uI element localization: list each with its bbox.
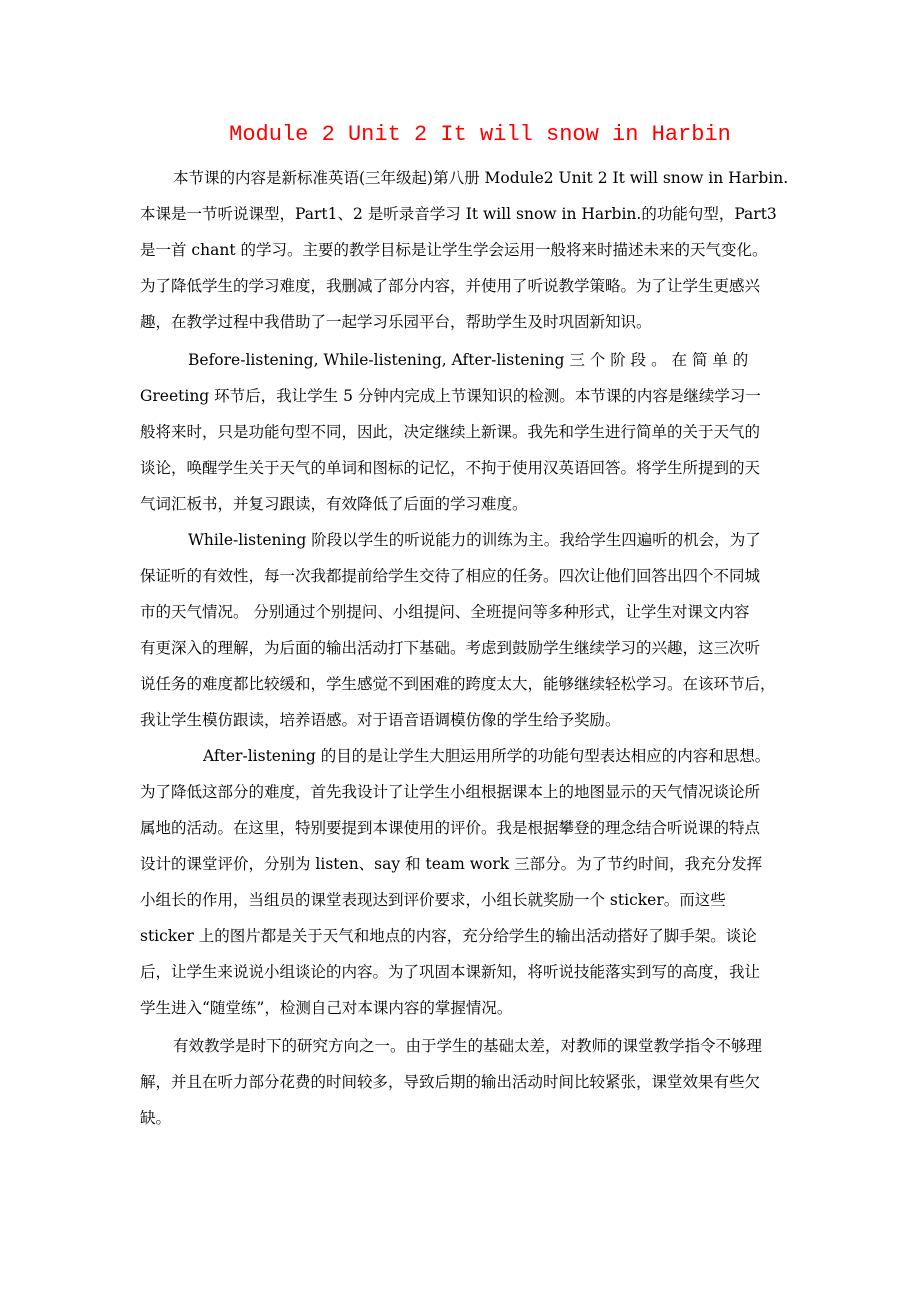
paragraph-line: 保证听的有效性，每一次我都提前给学生交待了相应的任务。四次让他们回答出四个不同城 — [140, 567, 761, 585]
paragraph-line: While-listening 阶段以学生的听说能力的训练为主。我给学生四遍听的机会，为了 — [188, 531, 761, 549]
paragraph-line: 我让学生模仿跟读，培养语感。对于语音语调模仿像的学生给予奖励。 — [140, 711, 621, 729]
paragraph-line: 谈论，唤醒学生关于天气的单词和图标的记忆，不拘于使用汉英语回答。将学生所提到的天 — [140, 459, 761, 477]
paragraph-line: After-listening 的目的是让学生大胆运用所学的功能句型表达相应的内容和思想。 — [203, 747, 771, 765]
paragraph-line: sticker 上的图片都是关于天气和地点的内容，充分给学生的输出活动搭好了脚手架。谈论 — [140, 927, 757, 945]
paragraph-line: 学生进入“随堂练”，检测自己对本课内容的掌握情况。 — [140, 999, 513, 1017]
paragraph-line: 有效教学是时下的研究方向之一。由于学生的基础太差，对教师的课堂教学指令不够理 — [173, 1037, 763, 1055]
paragraph-line: 说任务的难度都比较缓和，学生感觉不到困难的跨度太大，能够继续轻松学习。在该环节后， — [140, 675, 776, 693]
paragraph-line: 后，让学生来说说小组谈论的内容。为了巩固本课新知，将听说技能落实到写的高度，我让 — [140, 963, 761, 981]
paragraph-line: 是一首 chant 的学习。主要的教学目标是让学生学会运用一般将来时描述未来的天气变化。 — [140, 241, 768, 259]
paragraph-line: 本节课的内容是新标准英语(三年级起)第八册 Module2 Unit 2 It will snow in Harbin. — [173, 169, 789, 187]
document-title: Module 2 Unit 2 It will snow in Harbin — [229, 122, 731, 147]
paragraph-line: 属地的活动。在这里，特别要提到本课使用的评价。我是根据攀登的理念结合听说课的特点 — [140, 819, 761, 837]
paragraph-line: 为了降低学生的学习难度，我删减了部分内容，并使用了听说教学策略。为了让学生更感兴 — [140, 277, 761, 295]
paragraph-line: 解，并且在听力部分花费的时间较多，导致后期的输出活动时间比较紧张，课堂效果有些欠 — [140, 1073, 761, 1091]
paragraph-line: 趣，在教学过程中我借助了一起学习乐园平台，帮助学生及时巩固新知识。 — [140, 313, 652, 331]
paragraph-line: 有更深入的理解，为后面的输出活动打下基础。考虑到鼓励学生继续学习的兴趣，这三次听 — [140, 639, 761, 657]
paragraph-line: 小组长的作用，当组员的课堂表现达到评价要求，小组长就奖励一个 sticker。而这些 — [140, 891, 726, 909]
paragraph-line: 本课是一节听说课型，Part1、2 是听录音学习 It will snow in Harbin.的功能句型，Part3 — [140, 205, 777, 223]
paragraph-line: 般将来时，只是功能句型不同，因此，决定继续上新课。我先和学生进行简单的关于天气的 — [140, 423, 761, 441]
paragraph-line: Greeting 环节后，我让学生 5 分钟内完成上节课知识的检测。本节课的内容是继续学习一 — [140, 387, 761, 405]
paragraph-line: 设计的课堂评价，分别为 listen、say 和 team work 三部分。为了节约时间，我充分发挥 — [140, 855, 763, 873]
paragraph-line: 市的天气情况。 分别通过个别提问、小组提问、全班提问等多种形式，让学生对课文内容 — [140, 603, 750, 621]
paragraph-line: 为了降低这部分的难度，首先我设计了让学生小组根据课本上的地图显示的天气情况谈论所 — [140, 783, 761, 801]
paragraph-line: 气词汇板书，并复习跟读，有效降低了后面的学习难度。 — [140, 495, 528, 513]
paragraph-line: 缺。 — [140, 1109, 172, 1127]
paragraph-line: Before-listening, While-listening, After-listening 三 个 阶 段 。 在 简 单 的 — [188, 351, 749, 369]
